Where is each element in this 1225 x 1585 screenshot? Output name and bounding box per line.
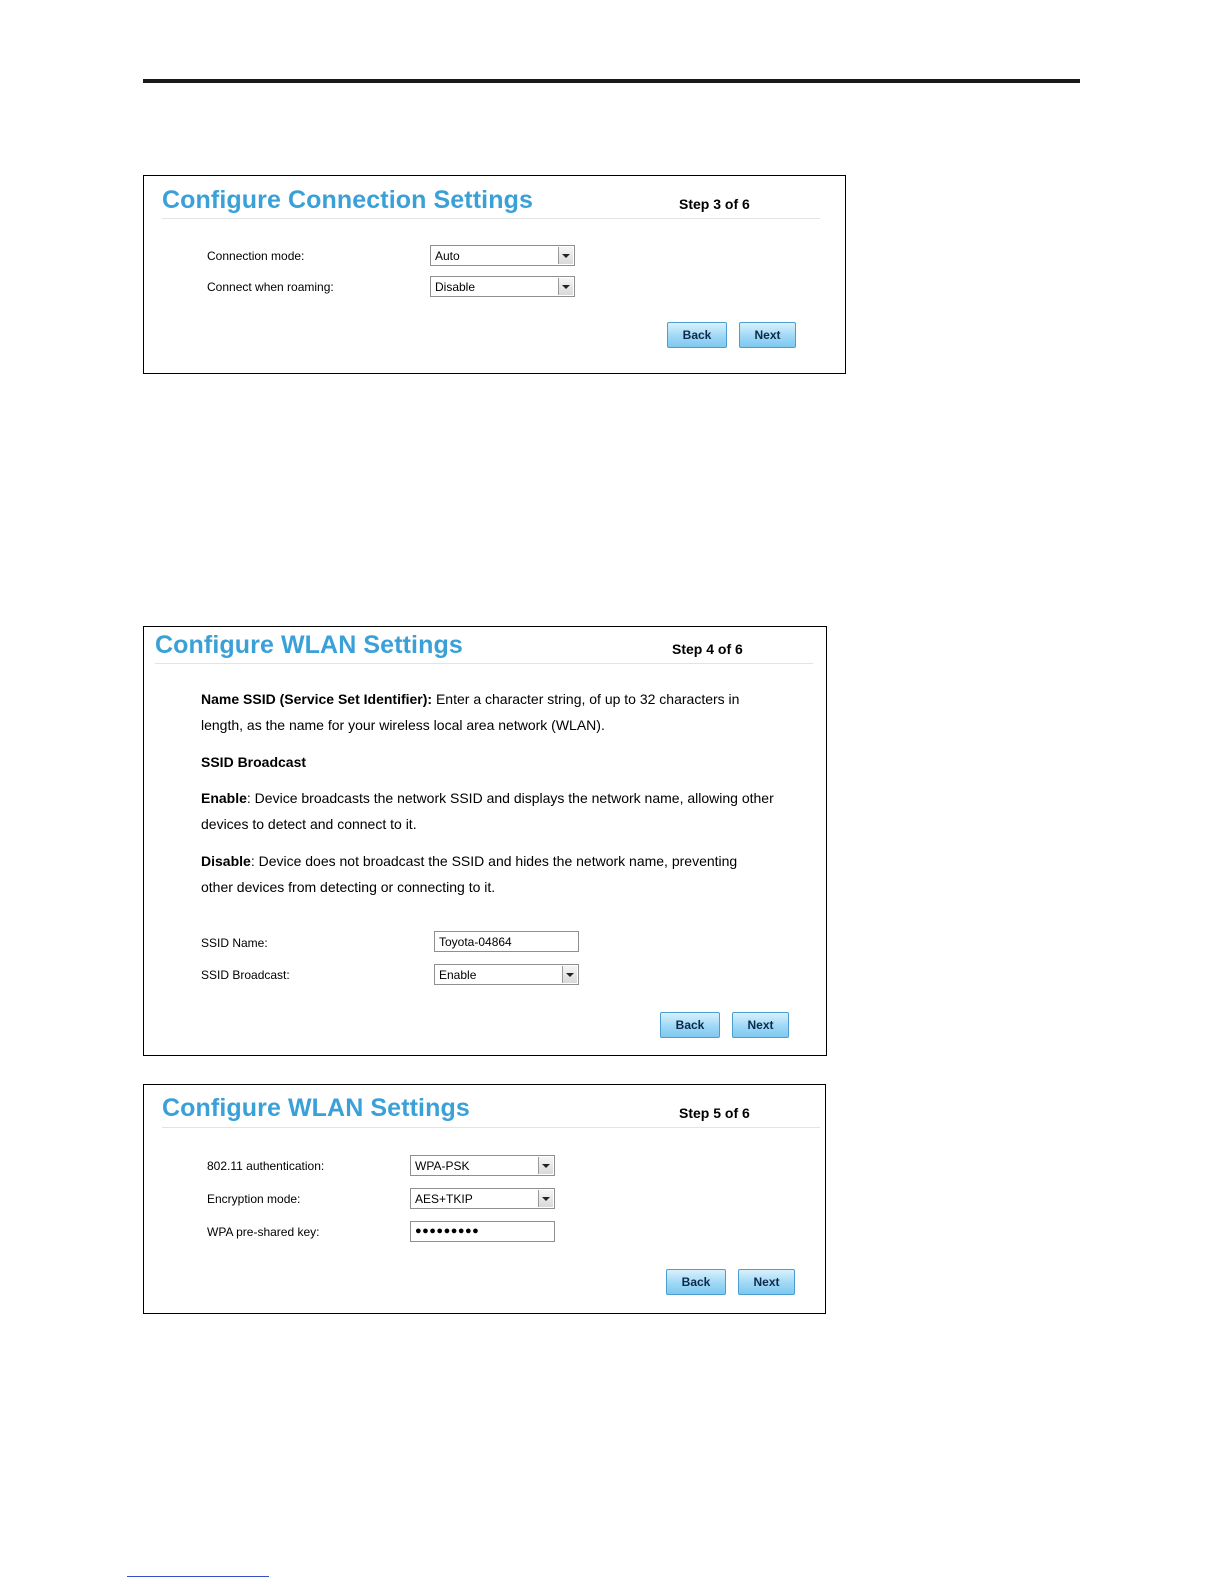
connect-roaming-select[interactable] (430, 276, 575, 297)
dropdown-arrow-icon[interactable] (558, 278, 573, 295)
enable-text-2: devices to detect and connect to it. (201, 816, 417, 832)
disable-text: : Device does not broadcast the SSID and hides the network name, preventing (250, 853, 738, 869)
panel-title: Configure WLAN Settings (162, 1094, 470, 1122)
panel-title: Configure WLAN Settings (155, 631, 463, 659)
step-indicator: Step 5 of 6 (679, 1105, 750, 1121)
connection-settings-panel (143, 175, 846, 374)
connection-mode-select[interactable] (430, 245, 575, 266)
dropdown-arrow-icon[interactable] (562, 966, 577, 983)
auth-label: 802.11 authentication: (207, 1159, 325, 1173)
next-button[interactable]: Next (739, 322, 796, 348)
ssid-broadcast-label: SSID Broadcast: (201, 968, 290, 982)
connection-mode-label: Connection mode: (207, 249, 305, 263)
auth-value: WPA-PSK (415, 1159, 470, 1173)
psk-label: WPA pre-shared key: (207, 1225, 320, 1239)
connection-mode-value: Auto (435, 249, 460, 263)
panel-title: Configure Connection Settings (162, 186, 533, 214)
dropdown-arrow-icon[interactable] (558, 247, 573, 264)
back-button[interactable]: Back (666, 1269, 726, 1295)
disable-text-2: other devices from detecting or connecting to it. (201, 879, 496, 895)
connect-roaming-value: Disable (435, 280, 476, 294)
encryption-mode-select[interactable] (410, 1188, 555, 1209)
wlan-settings-panel-step4 (143, 626, 827, 1056)
wlan-settings-panel-step5 (143, 1084, 826, 1314)
auth-select[interactable] (410, 1155, 555, 1176)
footer-link-underline (127, 1576, 269, 1577)
next-button[interactable]: Next (732, 1012, 789, 1038)
ssid-description-text-2: length, as the name for your wireless local area network (WLAN). (201, 717, 605, 733)
ssid-name-label: SSID Name: (201, 936, 268, 950)
title-separator (155, 663, 813, 664)
step-indicator: Step 3 of 6 (679, 196, 750, 212)
step-indicator: Step 4 of 6 (672, 641, 743, 657)
ssid-description-text: Enter a character string, of up to 32 characters in (432, 691, 740, 707)
back-button[interactable]: Back (660, 1012, 720, 1038)
disable-description (201, 848, 821, 900)
title-separator (162, 218, 820, 219)
enable-description (201, 785, 821, 837)
back-button[interactable]: Back (667, 322, 727, 348)
ssid-description-term: Name SSID (Service Set Identifier): (201, 691, 433, 707)
ssid-description (201, 686, 811, 738)
ssid-broadcast-select[interactable] (434, 964, 579, 985)
ssid-broadcast-value: Enable (439, 968, 477, 982)
title-separator (162, 1127, 820, 1128)
dropdown-arrow-icon[interactable] (538, 1157, 553, 1174)
top-rule (143, 79, 1080, 83)
dropdown-arrow-icon[interactable] (538, 1190, 553, 1207)
connect-roaming-label: Connect when roaming: (207, 280, 334, 294)
encryption-mode-label: Encryption mode: (207, 1192, 301, 1206)
ssid-name-input[interactable]: Toyota-04864 (434, 931, 579, 952)
enable-term: Enable (201, 790, 247, 806)
psk-input[interactable]: ●●●●●●●●● (410, 1221, 555, 1242)
ssid-broadcast-heading: SSID Broadcast (201, 754, 307, 770)
enable-text: : Device broadcasts the network SSID and displays the network name, allowing other (246, 790, 774, 806)
disable-term: Disable (201, 853, 251, 869)
encryption-mode-value: AES+TKIP (415, 1192, 473, 1206)
next-button[interactable]: Next (738, 1269, 795, 1295)
